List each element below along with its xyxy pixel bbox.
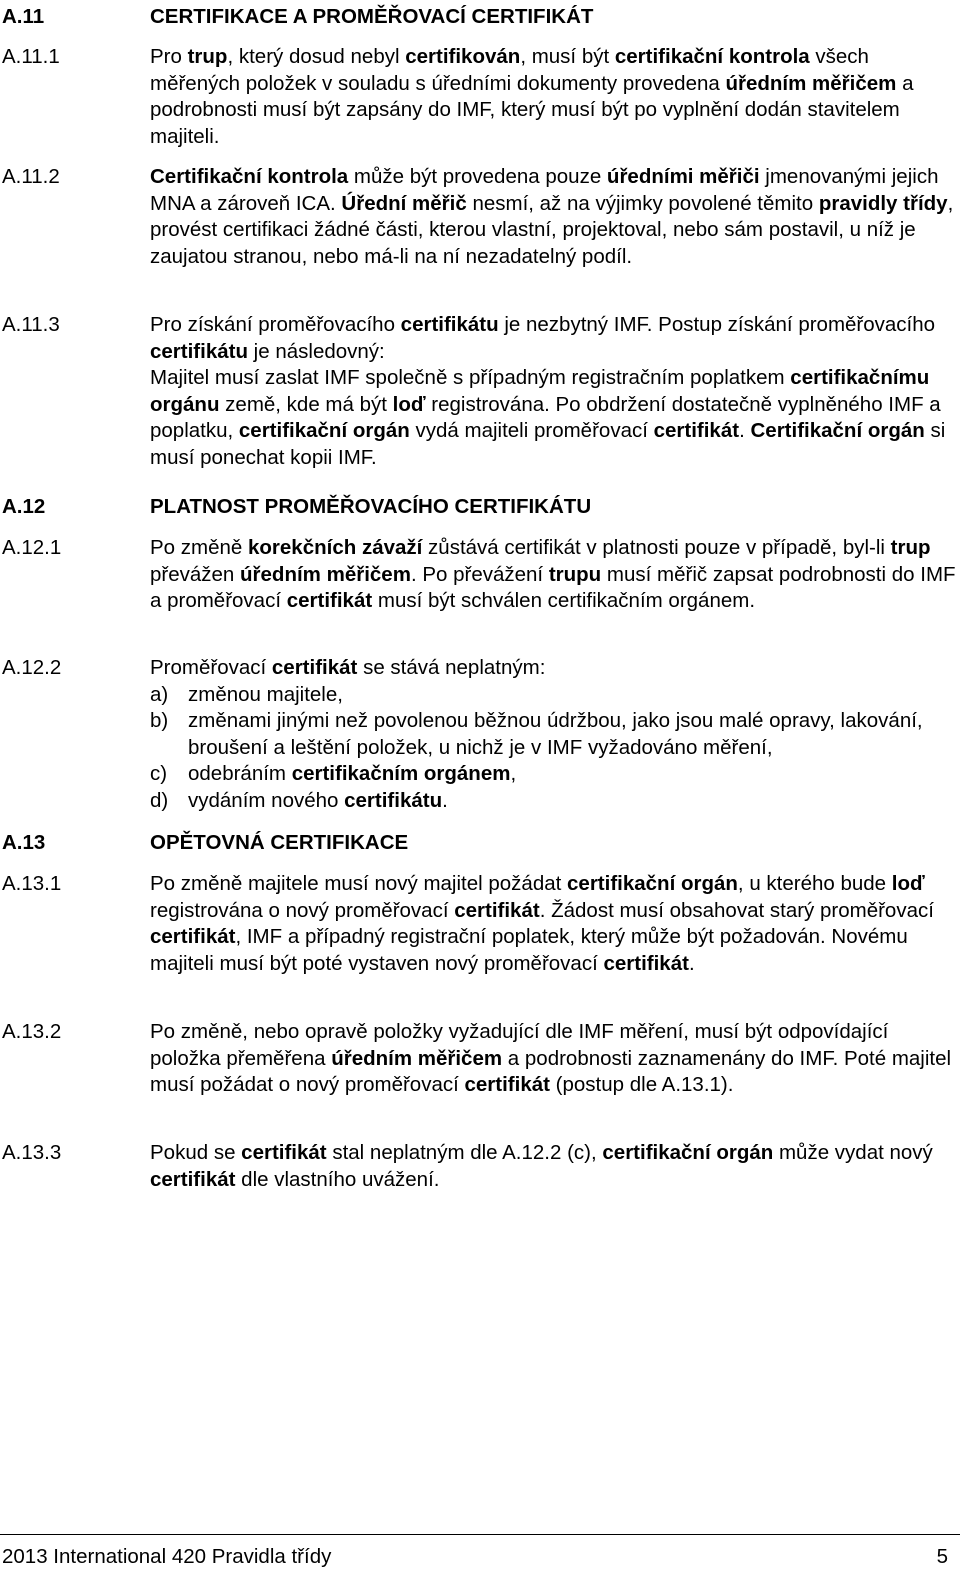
section-number: A.13 (2, 831, 46, 854)
list-item-text: změnou majitele, (188, 682, 343, 706)
paragraph-number: A.12.1 (2, 536, 62, 559)
list-item-text: odebráním certifikačním orgánem, (188, 762, 517, 785)
paragraph-number: A.12.2 (2, 656, 62, 679)
footer-rule (0, 1534, 960, 1535)
paragraph-text: Proměřovací certifikát se stává neplatným: (150, 656, 546, 679)
paragraph-text: Certifikační kontrola může být provedena pouze úředními měřiči jmenovanými jejich MNA a zároveň ICA. Úřední měřič nesmí, až na výjimky povolené těmito pravidly třídy, provést certifikaci žádné části, kterou vlastní, projektoval, nebo sám postavil, u níž je zaujatou stranou, nebo má-li na ní nezadatelný podíl. (150, 165, 954, 268)
paragraph-number: A.13.1 (2, 872, 62, 895)
paragraph-text: Po změně majitele musí nový majitel požádat certifikační orgán, u kterého bude loď registrována o nový proměřovací certifikát. Žádost musí obsahovat starý proměřovací certifikát, IMF a případný registrační poplatek, který může být požadován. Novému majiteli musí být poté vystaven nový proměřovací certifikát. (150, 872, 934, 975)
paragraph-number: A.13.2 (2, 1020, 62, 1043)
section-title: CERTIFIKACE A PROMĚŘOVACÍ CERTIFIKÁT (150, 5, 594, 28)
list-item (150, 761, 960, 788)
paragraph-number: A.11.2 (2, 165, 60, 188)
paragraph-text: Po změně, nebo opravě položky vyžadující dle IMF měření, musí být odpovídající položka přeměřena úředním měřičem a podrobnosti zaznamenány do IMF. Poté majitel musí požádat o nový proměřovací certifikát (postup dle A.13.1). (150, 1020, 952, 1096)
condition-list (150, 682, 960, 815)
list-item-text: vydáním nového certifikátu. (188, 788, 448, 812)
page-footer (2, 1545, 948, 1569)
paragraph-text: Po změně korekčních závaží zůstává certifikát v platnosti pouze v případě, byl-li trup převážen úředním měřičem. Po převážení trupu musí měřič zapsat podrobnosti do IMF a proměřovací certifikát musí být schválen certifikačním orgánem. (150, 536, 956, 612)
paragraph-number: A.11.3 (2, 313, 60, 336)
list-item (150, 682, 960, 709)
page-number: 5 (936, 1545, 948, 1568)
list-marker: b) (150, 709, 169, 732)
list-item-text: změnami jinými než povolenou běžnou údržbou, jako jsou malé opravy, lakování, broušení a leštění položek, u nichž je v IMF vyžadováno měření, (188, 709, 923, 759)
footer-title: 2013 International 420 Pravidla třídy (2, 1545, 332, 1568)
section-title: PLATNOST PROMĚŘOVACÍHO CERTIFIKÁTU (150, 495, 592, 518)
list-marker: a) (150, 682, 169, 706)
paragraph-number: A.11.1 (2, 45, 60, 68)
section-title: OPĚTOVNÁ CERTIFIKACE (150, 831, 409, 854)
list-item (150, 788, 960, 815)
list-marker: c) (150, 762, 168, 785)
paragraph-number: A.13.3 (2, 1141, 62, 1164)
section-number: A.11 (2, 5, 45, 28)
list-item (150, 708, 960, 761)
list-marker: d) (150, 788, 169, 812)
paragraph-text: Pro získání proměřovacího certifikátu je nezbytný IMF. Postup získání proměřovacího certifikátu je následovný: Majitel musí zaslat IMF společně s případným registračním poplatkem certifikačnímu orgánu země, kde má být loď registrována. Po obdržení dostatečně vyplněného IMF a poplatku, certifikační orgán vydá majiteli proměřovací certifikát. Certifikační orgán si musí ponechat kopii IMF. (150, 313, 946, 469)
paragraph-text: Pro trup, který dosud nebyl certifikován, musí být certifikační kontrola všech měřených položek v souladu s úředními dokumenty provedena úředním měřičem a podrobnosti musí být zapsány do IMF, který musí být po vyplnění dodán stavitelem majiteli. (150, 45, 914, 148)
paragraph-text: Pokud se certifikát stal neplatným dle A.12.2 (c), certifikační orgán může vydat nový certifikát dle vlastního uvážení. (150, 1141, 933, 1191)
section-number: A.12 (2, 495, 46, 518)
